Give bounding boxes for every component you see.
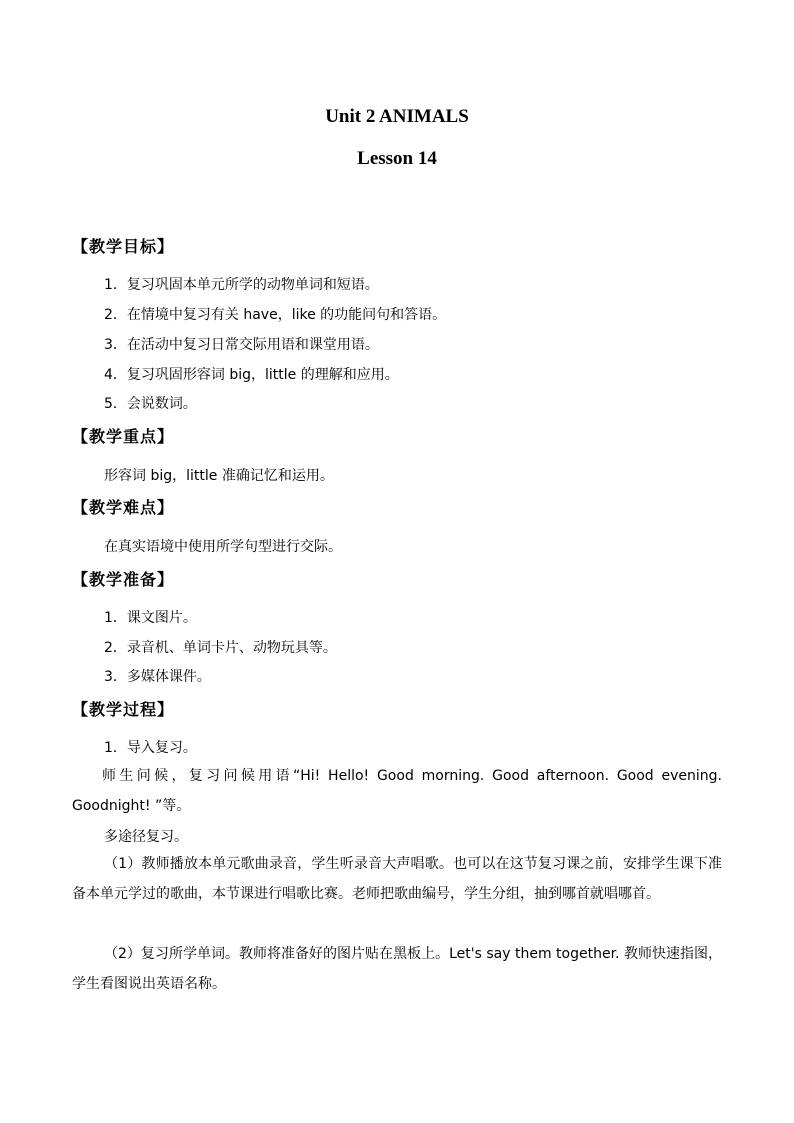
greeting-paragraph: 师生问候，复习问候用语“Hi! Hello! Good morning. Good afternoon. Good evening. Goodnight! ”等。: [72, 768, 722, 814]
objective-item: 5．会说数词。: [104, 396, 197, 412]
review-intro: 多途径复习。: [104, 829, 188, 845]
preparation-item: 3．多媒体课件。: [104, 669, 211, 685]
objective-item: 2．在情境中复习有关 have，like 的功能问句和答语。: [104, 307, 447, 323]
lesson-subtitle: Lesson 14: [357, 148, 437, 169]
key-points-text: 形容词 big，little 准确记忆和运用。: [104, 468, 334, 484]
objective-item: 3．在活动中复习日常交际用语和课堂用语。: [104, 337, 379, 353]
document-title: Unit 2 ANIMALS: [325, 106, 469, 127]
process-step-1: 1．导入复习。: [104, 740, 197, 756]
review-paragraph-1: （1）教师播放本单元歌曲录音，学生听录音大声唱歌。也可以在这节复习课之前，安排学生课下准备本单元学过的歌曲，本节课进行唱歌比赛。老师把歌曲编号，学生分组，抽到哪首就唱哪首。: [72, 856, 722, 902]
review-paragraph-2: （2）复习所学单词。教师将准备好的图片贴在黑板上。Let's say them together. 教师快速指图，学生看图说出英语名称。: [72, 946, 722, 992]
preparation-item: 2．录音机、单词卡片、动物玩具等。: [104, 640, 337, 656]
key-points-heading: 【教学重点】: [72, 427, 175, 446]
preparation-heading: 【教学准备】: [72, 570, 175, 589]
difficulties-text: 在真实语境中使用所学句型进行交际。: [104, 539, 342, 555]
objective-item: 4．复习巩固形容词 big，little 的理解和应用。: [104, 367, 399, 383]
process-heading: 【教学过程】: [72, 700, 175, 719]
preparation-item: 1．课文图片。: [104, 610, 197, 626]
objective-item: 1．复习巩固本单元所学的动物单词和短语。: [104, 277, 379, 293]
objectives-heading: 【教学目标】: [72, 237, 175, 256]
difficulties-heading: 【教学难点】: [72, 498, 175, 517]
